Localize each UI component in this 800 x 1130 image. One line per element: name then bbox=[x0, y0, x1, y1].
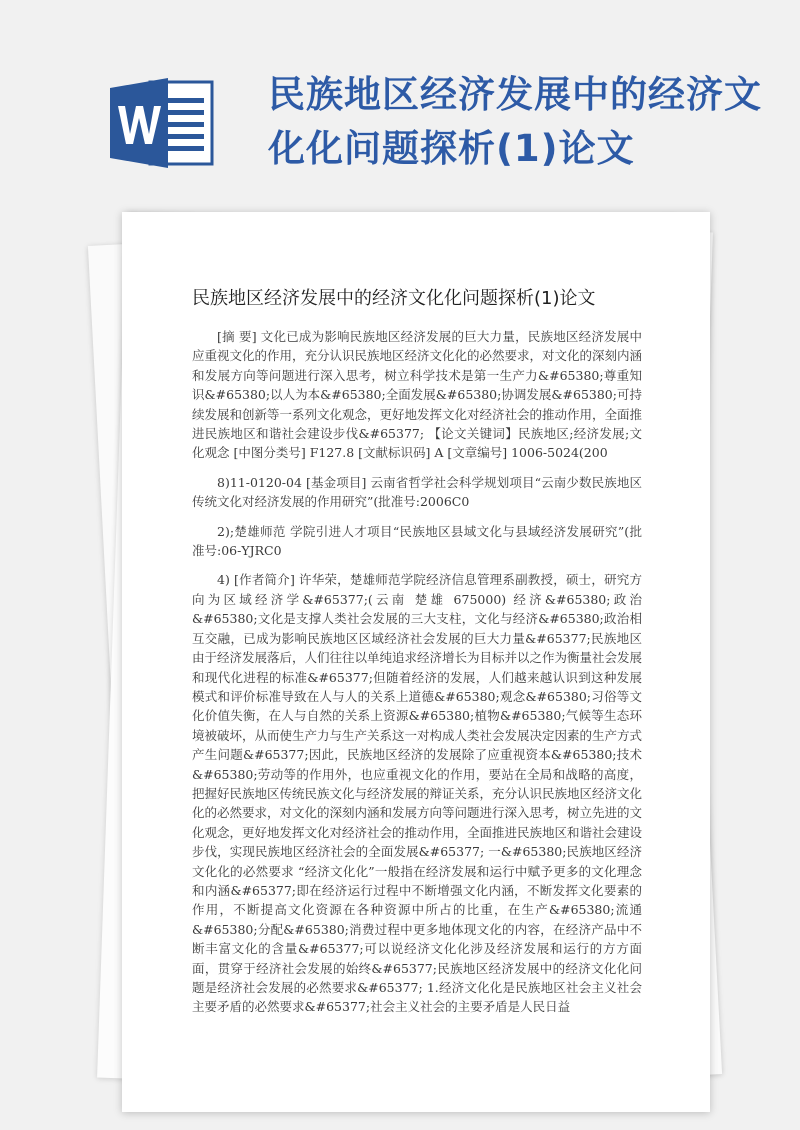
paragraph: 2);楚雄师范 学院引进人才项目“民族地区县域文化与县域经济发展研究”(批准号:06-YJRC0 bbox=[192, 523, 642, 559]
document-page bbox=[122, 212, 710, 1112]
document-body bbox=[192, 327, 642, 1027]
paragraph: 8)11-0120-04 [基金项目] 云南省哲学社会科学规划项目“云南少数民族地区传统文化对经济发展的作用研究”(批准号:2006C0 bbox=[192, 474, 642, 510]
header-banner bbox=[0, 0, 800, 215]
page-title: 民族地区经济发展中的经济文化化问题探析(1)论文 bbox=[192, 288, 596, 309]
word-document-icon bbox=[110, 72, 220, 172]
document-title: 民族地区经济发展中的经济文化化问题探析(1)论文 bbox=[268, 73, 762, 170]
paragraph: [摘 要] 文化已成为影响民族地区经济发展的巨大力量，民族地区经济发展中应重视文化的作用，充分认识民族地区经济文化化的必然要求，对文化的深刻内涵和发展方向等问题进行深入思考，树立科学技术是第一生产力&#65380;尊重知识&#65380;以人为本&#65380;全面发展&#65380;协调发展&#65380;可持续发展和创新等一系列文化观念，更好地发挥文化对经济社会的推动作用，全面推进民族地区和谐社会建设步伐&#65377; 【论文关键词】民族地区;经济发展;文化观念 [中图分类号] F127.8 [文献标识码] A [文章编号] 1006-5024(200 bbox=[192, 329, 643, 461]
paragraph: 4) [作者简介] 许华荣，楚雄师范学院经济信息管理系副教授，硕士，研究方向为区域经济学&#65377;(云南 楚雄 675000) 经济&#65380;政治&#65380;文化是支撑人类社会发展的三大支柱，文化与经济&#65380;政治相互交融，已成为影响民族地区区域经济社会发展的巨大力量&#65377;民族地区由于经济发展落后，人们往往以单纯追求经济增长为目标并以之作为衡量社会发展和现代化进程的标准&#65377;但随着经济的发展，人们越来越认识到这种发展模式和评价标准导致在人与人的关系上道德&#65380;观念&#65380;习俗等文化价值失衡，在人与自然的关系上资源&#65380;植物&#65380;气候等生态环境被破坏，从而使生产力与生产关系这一对构成人类社会发展决定因素的生产方式产生问题&#65377;因此，民族地区经济的发展除了应重视资本&#65380;技术&#65380;劳动等的作用外，也应重视文化的作用，要站在全局和战略的高度，把握好民族地区传统民族文化与经济发展的辩证关系，充分认识民族地区经济文化化的必然要求，对文化的深刻内涵和发展方向等问题进行深入思考，树立先进的文化观念，更好地发挥文化对经济社会的推动作用，全面推进民族地区和谐社会建设步伐，实现民族地区经济社会的全面发展&#65377; 一&#65380;民族地区经济文化化的必然要求 “经济文化化”一般指在经济发展和运行中赋予更多的文化理念和内涵&#65377;即在经济运行过程中不断增强文化内涵，不断发挥文化要素的作用，不断提高文化资源在各种资源中所占的比重，在生产&#65380;流通&#65380;分配&#65380;消费过程中更多地体现文化的内容，在经济产品中不断丰富文化的含量&#65377;可以说经济文化化涉及经济发展和运行的方方面面，贯穿于经济社会发展的始终&#65377;民族地区经济发展中的经济文化化问题是经济社会发展的必然要求&#65377; 1.经济文化化是民族地区社会主义社会主要矛盾的必然要求&#65377;社会主义社会的主要矛盾是人民日益 bbox=[192, 572, 643, 1015]
